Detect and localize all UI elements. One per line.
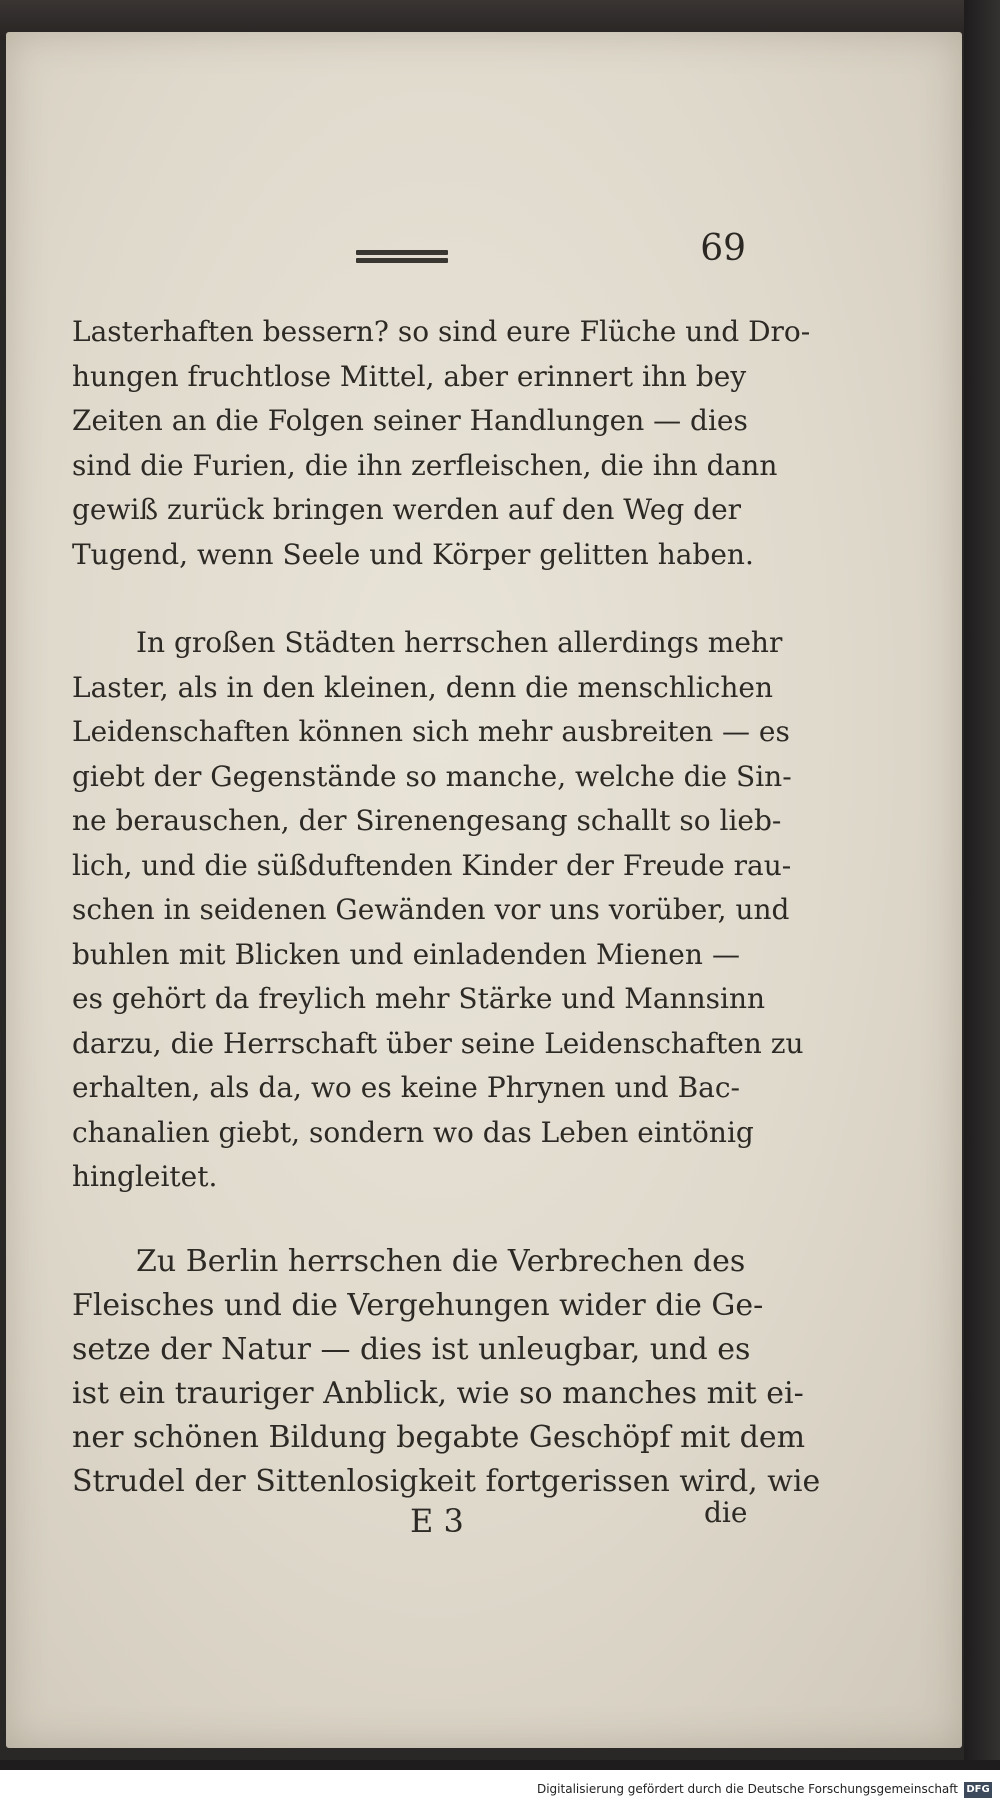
text-line: gewiß zurück bringen werden auf den Weg der [72,493,742,526]
paragraph-2 [72,621,804,1200]
text-line: setze der Natur — dies ist unleugbar, und es [72,1331,751,1367]
text-line: schen in seidenen Gewänden vor uns vorüber, und [72,893,790,926]
text-line: hingleitet. [72,1160,218,1193]
text-line: lich, und die süßduftenden Kinder der Freude rau- [72,848,792,882]
text-line: darzu, die Herrschaft über seine Leidenschaften zu [72,1026,804,1060]
text-line: In großen Städten herrschen allerdings mehr [136,626,783,659]
text-line: ne berauschen, der Sirenengesang schallt so lieb- [72,804,782,837]
text-line: sind die Furien, die ihn zerfleischen, die ihn dann [72,448,778,482]
text-line: Laster, als in den kleinen, denn die menschlichen [72,670,773,704]
text-line: Leidenschaften können sich mehr ausbreiten — es [72,715,790,748]
dfg-logo-icon: DFG [964,1782,992,1798]
text-line: Strudel der Sittenlosigkeit fortgerissen wird, wie [72,1463,821,1499]
signature-mark: E 3 [410,1502,464,1540]
digitization-footer [0,1760,1000,1802]
text-line: Zu Berlin herrschen die Verbrechen des [136,1243,746,1279]
text-line: chanalien giebt, sondern wo das Leben eintönig [72,1115,754,1149]
text-line: ist ein trauriger Anblick, wie so manches mit ei- [72,1375,804,1411]
funding-credit: Digitalisierung gefördert durch die Deutsche Forschungsgemeinschaft [536,1782,958,1796]
text-line: Zeiten an die Folgen seiner Handlungen — dies [72,404,748,437]
book-page [6,32,962,1748]
text-line: Fleisches und die Vergehungen wider die Ge- [72,1287,764,1323]
text-line: giebt der Gegenstände so manche, welche die Sin- [72,759,792,793]
paragraph-3 [72,1240,821,1504]
paragraph-1 [72,310,811,577]
text-line: Tugend, wenn Seele und Körper gelitten haben. [72,537,754,571]
page-number: 69 [700,228,746,269]
scan-right-border [964,0,1000,1760]
text-line: Lasterhaften bessern? so sind eure Flüche und Dro- [72,315,811,348]
text-line: ner schönen Bildung begabte Geschöpf mit dem [72,1419,806,1455]
text-line: es gehört da freylich mehr Stärke und Mannsinn [72,982,766,1015]
header-ornament-rule [356,250,448,266]
page-body-text [72,310,821,1504]
text-line: erhalten, als da, wo es keine Phrynen und Bac- [72,1071,740,1104]
text-line: hungen fruchtlose Mittel, aber erinnert ihn bey [72,359,747,393]
text-line: buhlen mit Blicken und einladenden Mienen — [72,937,740,971]
catchword: die [704,1496,748,1529]
